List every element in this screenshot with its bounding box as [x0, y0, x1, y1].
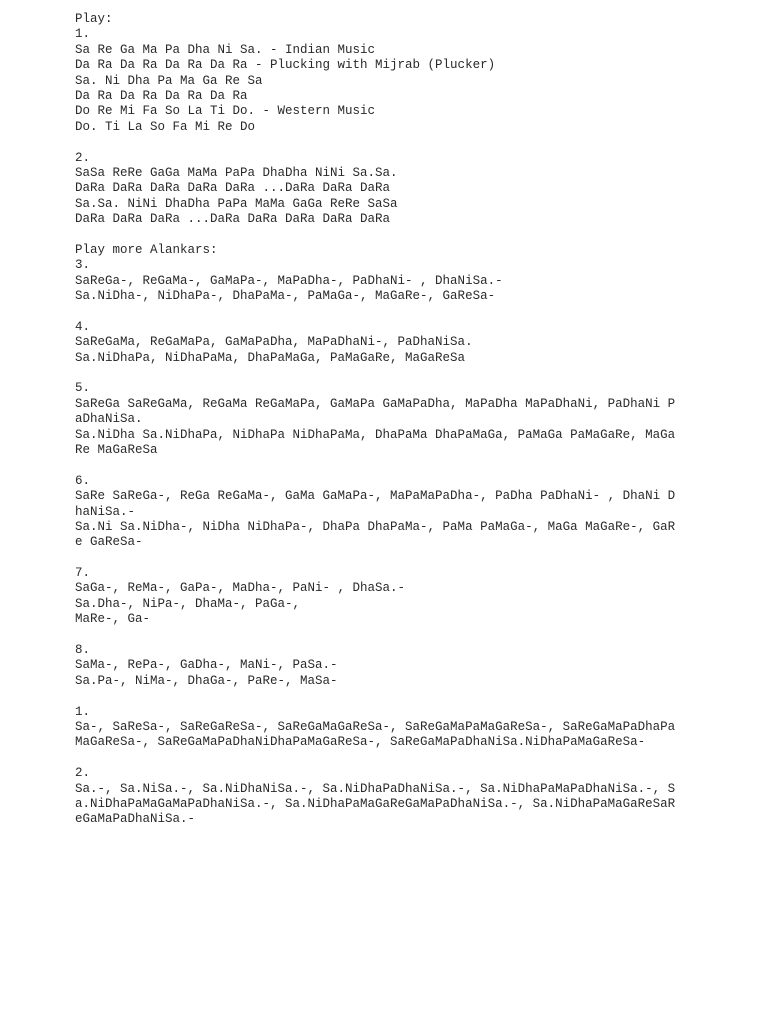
- text-line: SaReGaMa, ReGaMaPa, GaMaPaDha, MaPaDhaNi-, PaDhaNiSa.: [75, 335, 473, 350]
- text-line: a.NiDhaPaMaGaMaPaDhaNiSa.-, Sa.NiDhaPaMaGaReGaMaPaDhaNiSa.-, Sa.NiDhaPaMaGaReSaR: [75, 796, 676, 811]
- text-line: Play:: [75, 12, 113, 26]
- text-line: SaSa ReRe GaGa MaMa PaPa DhaDha NiNi Sa.Sa.: [75, 165, 398, 180]
- text-line: eGaMaPaDhaNiSa.-: [75, 812, 196, 827]
- text-line: 8.: [75, 643, 91, 658]
- text-line: 3.: [75, 258, 91, 273]
- document-text: [75, 12, 675, 828]
- text-line: Sa.NiDhaPa, NiDhaPaMa, DhaPaMaGa, PaMaGaRe, MaGaReSa: [75, 350, 466, 365]
- blank-line: [75, 227, 675, 242]
- text-line: Do Re Mi Fa So La Ti Do. - Western Music: [75, 104, 376, 119]
- blank-line: [75, 135, 675, 150]
- text-line: Sa.-, Sa.NiSa.-, Sa.NiDhaNiSa.-, Sa.NiDhaPaDhaNiSa.-, Sa.NiDhaPaMaPaDhaNiSa.-, S: [75, 781, 676, 796]
- text-line: SaReGa-, ReGaMa-, GaMaPa-, MaPaDha-, PaDhaNi- , DhaNiSa.-: [75, 273, 503, 288]
- text-line: Play more Alankars:: [75, 242, 218, 257]
- text-line: 4.: [75, 319, 91, 334]
- text-line: Sa.Sa. NiNi DhaDha PaPa MaMa GaGa ReRe SaSa: [75, 196, 398, 211]
- text-line: Do. Ti La So Fa Mi Re Do: [75, 119, 256, 134]
- text-line: Re MaGaReSa: [75, 442, 158, 457]
- text-line: 6.: [75, 473, 91, 488]
- text-line: SaMa-, RePa-, GaDha-, MaNi-, PaSa.-: [75, 658, 338, 673]
- text-line: 5.: [75, 381, 91, 396]
- blank-line: [75, 458, 675, 473]
- text-line: 2.: [75, 150, 91, 165]
- text-line: MaGaReSa-, SaReGaMaPaDhaNiDhaPaMaGaReSa-, SaReGaMaPaDhaNiSa.NiDhaPaMaGaReSa-: [75, 735, 646, 750]
- blank-line: [75, 628, 675, 643]
- text-line: e GaReSa-: [75, 535, 143, 550]
- text-line: Da Ra Da Ra Da Ra Da Ra - Plucking with Mijrab (Plucker): [75, 58, 496, 73]
- blank-line: [75, 751, 675, 766]
- text-line: 1.: [75, 27, 91, 42]
- text-line: Sa Re Ga Ma Pa Dha Ni Sa. - Indian Music: [75, 42, 376, 57]
- text-line: 1.: [75, 704, 91, 719]
- blank-line: [75, 551, 675, 566]
- text-line: Sa.Ni Sa.NiDha-, NiDha NiDhaPa-, DhaPa DhaPaMa-, PaMa PaMaGa-, MaGa MaGaRe-, GaR: [75, 519, 676, 534]
- text-line: SaReGa SaReGaMa, ReGaMa ReGaMaPa, GaMaPa GaMaPaDha, MaPaDha MaPaDhaNi, PaDhaNi P: [75, 396, 676, 411]
- text-line: Sa.Dha-, NiPa-, DhaMa-, PaGa-,: [75, 596, 301, 611]
- text-line: SaGa-, ReMa-, GaPa-, MaDha-, PaNi- , DhaSa.-: [75, 581, 406, 596]
- text-line: aDhaNiSa.: [75, 412, 143, 427]
- text-line: Sa.NiDha-, NiDhaPa-, DhaPaMa-, PaMaGa-, MaGaRe-, GaReSa-: [75, 289, 496, 304]
- text-line: 2.: [75, 766, 91, 781]
- text-line: DaRa DaRa DaRa DaRa DaRa ...DaRa DaRa DaRa: [75, 181, 391, 196]
- text-line: Sa.Pa-, NiMa-, DhaGa-, PaRe-, MaSa-: [75, 673, 338, 688]
- text-line: SaRe SaReGa-, ReGa ReGaMa-, GaMa GaMaPa-, MaPaMaPaDha-, PaDha PaDhaNi- , DhaNi D: [75, 489, 676, 504]
- blank-line: [75, 366, 675, 381]
- text-line: Sa.NiDha Sa.NiDhaPa, NiDhaPa NiDhaPaMa, DhaPaMa DhaPaMaGa, PaMaGa PaMaGaRe, MaGa: [75, 427, 676, 442]
- text-line: MaRe-, Ga-: [75, 612, 151, 627]
- text-line: Da Ra Da Ra Da Ra Da Ra: [75, 88, 248, 103]
- text-line: DaRa DaRa DaRa ...DaRa DaRa DaRa DaRa DaRa: [75, 212, 391, 227]
- text-line: Sa-, SaReSa-, SaReGaReSa-, SaReGaMaGaReSa-, SaReGaMaPaMaGaReSa-, SaReGaMaPaDhaPa: [75, 719, 676, 734]
- text-line: haNiSa.-: [75, 504, 136, 519]
- text-line: Sa. Ni Dha Pa Ma Ga Re Sa: [75, 73, 263, 88]
- text-line: 7.: [75, 566, 91, 581]
- blank-line: [75, 689, 675, 704]
- blank-line: [75, 304, 675, 319]
